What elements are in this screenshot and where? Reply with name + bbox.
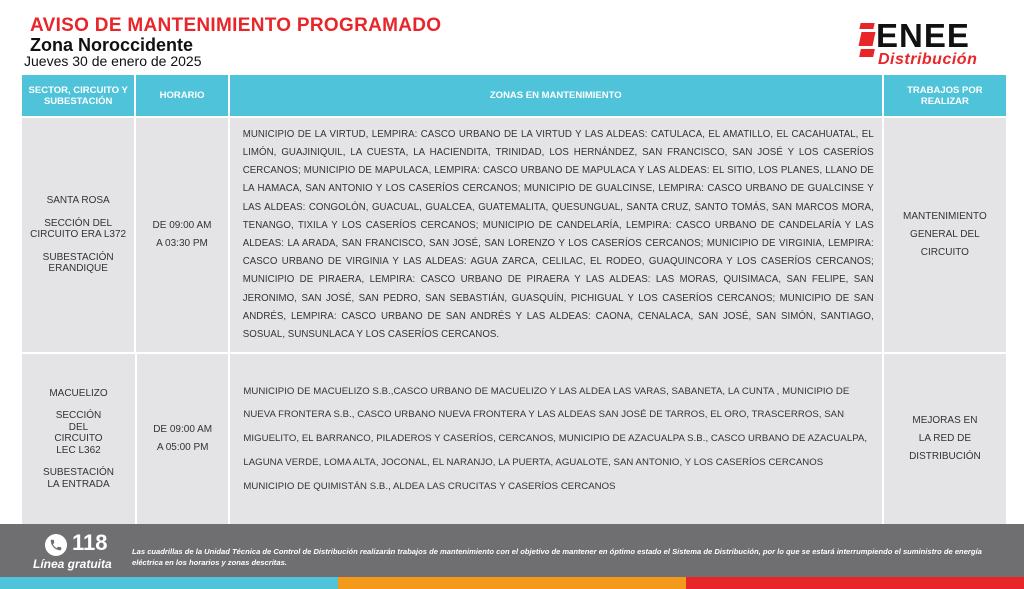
logo-word: ENEE <box>876 17 970 54</box>
zones-cell: MUNICIPIO DE LA VIRTUD, LEMPIRA: CASCO URBANO DE LA VIRTUD Y LAS ALDEAS: CATULACA, EL AMATILLO, EL CACAHUATAL, EL LIMÓN, GUAJINIQUIL, LA CUESTA, LA HACIENDITA, TRINIDAD, LOS HERNÁNDEZ, SAN FRANCISCO, SAN JOSÉ Y LOS CASERÍOS CERCANOS; MUNICIPIO DE MAPULACA, LEMPIRA: CASCO URBANO DE MAPULACA Y LAS ALDEAS: EL SITIO, LOS PLANES, LLANO DE LA HAMACA, SAN ANTONIO Y LOS CASERÍOS CERCANOS; MUNICIPIO DE GUALCINSE, LEMPIRA: CASCO URBANO DE GUALCINSE Y LAS ALDEAS: CONGOLÓN, GUACUAL, GUALCEA, GUATEMALITA, QUESUNGUAL, SANTA CRUZ, SANTO TOMÁS, SAN MARCOS MORA, TENANGO, TIXILA Y LOS CASERÍOS CERCANOS; MUNICIPIO DE CANDELARÍA, LEMPIRA: CASCO URBANO DE CANDELARÍA Y LAS ALDEAS: LA ARADA, SAN FRANCISCO, SAN JOSÉ, SAN LORENZO Y LOS CASERÍOS CERCANOS; MUNICIPIO DE VIRGINIA, LEMPIRA: CASCO URBANO DE VIRGINIA Y LAS ALDEAS: AGUA ZARCA, CELILAC, EL RODEO, GUAQUINCORA Y LOS CASERÍOS CERCANOS; MUNICIPIO DE PIRAERA, LEMPIRA: CASCO URBANO DE PIRAERA Y LAS ALDEAS: LAS MORAS, QUISIMACA, SAN FELIPE, SAN JERONIMO, SAN JOSÉ, SAN PEDRO, SAN SEBASTIÁN, GUASQUÍN, PICHIGUAL Y LOS CASERÍOS CERCANOS; MUNICIPIO DE SAN ANDRÉS, LEMPIRA: CASCO URBANO DE SAN ANDRÉS Y LAS ALDEAS: CAONA, CENALACA, SAN JOSÉ, SAN SIMÓN, SANTIAGO, SOSUAL, SUNSUNLACA Y LOS CASERÍOS CERCANOS. <box>230 118 882 352</box>
schedule-end: A 03:30 PM <box>156 238 208 249</box>
column-header-trabajos: TRABAJOS POR REALIZAR <box>884 75 1006 116</box>
footer-bar <box>0 524 1024 577</box>
column-header-horario: HORARIO <box>136 75 227 116</box>
substation-name: SUBESTACIÓN LA ENTRADA <box>43 467 114 490</box>
maintenance-table <box>22 75 1006 524</box>
substation-name: SUBESTACIÓN ERANDIQUE <box>42 251 114 275</box>
schedule-start: DE 09:00 AM <box>152 220 212 231</box>
column-header-zonas: ZONAS EN MANTENIMIENTO <box>230 75 882 116</box>
table-header <box>22 75 1006 116</box>
work-description: MANTENIMIENTO GENERAL DEL CIRCUITO <box>903 211 987 258</box>
column-header-sector: SECTOR, CIRCUITO Y SUBESTACIÓN <box>22 75 134 116</box>
sector-name: MACUELIZO <box>49 387 108 399</box>
schedule-end: A 05:00 PM <box>156 442 209 453</box>
sector-cell <box>22 354 135 524</box>
stripe-orange <box>338 577 686 589</box>
schedule-cell <box>136 118 227 352</box>
sector-name: SANTA ROSA <box>46 195 110 207</box>
circuit-name: SECCIÓN DEL CIRCUITO ERA L372 <box>30 217 127 241</box>
sector-cell <box>22 118 134 352</box>
circuit-name: SECCIÓN DEL CIRCUITO LEC L362 <box>54 410 103 456</box>
notice-header <box>0 0 1024 74</box>
table-row <box>22 354 1006 524</box>
logo-subtitle: Distribución <box>878 51 978 68</box>
schedule-start: DE 09:00 AM <box>153 424 213 435</box>
schedule-cell <box>137 354 228 524</box>
logo-mark-icon <box>860 23 874 57</box>
zones-cell: MUNICIPIO DE MACUELIZO S.B.,CASCO URBANO DE MACUELIZO Y LAS ALDEA LAS VARAS, SABANETA, LA CUNTA , MUNICIPIO DE NUEVA FRONTERA S.B., CASCO URBANO NUEVA FRONTERA Y LAS ALDEAS SAN JOSÉ DE TARROS, EL ORO, TRASCERROS, SAN MIGUELITO, EL BARRANCO, PILADEROS Y CASERÍOS, CERCANOS, MUNICIPIO DE AZACUALPA S.B., CASCO URBANO DE AZACUALPA, LAGUNA VERDE, LOMA ALTA, JOCONAL, EL NARANJO, LA PUERTA, AGUALOTE, SAN ANTONIO, Y LOS CASERÍOS CERCANOS MUNICIPIO DE QUIMISTÁN S.B., ALDEA LAS CRUCITAS Y CASERÍOS CERCANOS <box>230 354 882 524</box>
table-row <box>22 118 1006 352</box>
notice-date: Jueves 30 de enero de 2025 <box>24 53 202 69</box>
hotline-label: Línea gratuita <box>33 557 112 571</box>
stripe-red <box>686 577 1024 589</box>
phone-icon <box>45 534 67 556</box>
stripe-cyan <box>0 577 338 589</box>
work-cell <box>884 354 1006 524</box>
work-description: MEJORAS EN LA RED DE DISTRIBUCIÓN <box>909 415 981 462</box>
hotline-number: 118 <box>72 530 108 555</box>
footer-notice-text: Las cuadrillas de la Unidad Técnica de Control de Distribución realizarán trabajos de mantenimiento con el objetivo de mantener en óptimo estado el Sistema de Distribución, por lo que se estará interrumpiendo el suministro de energía eléctrica en los horarios y zonas descritas. <box>132 547 982 567</box>
enee-logo <box>860 17 1002 70</box>
work-cell <box>884 118 1006 352</box>
notice-title: AVISO DE MANTENIMIENTO PROGRAMADO <box>30 15 442 36</box>
zone-name: Zona Noroccidente <box>30 35 194 55</box>
